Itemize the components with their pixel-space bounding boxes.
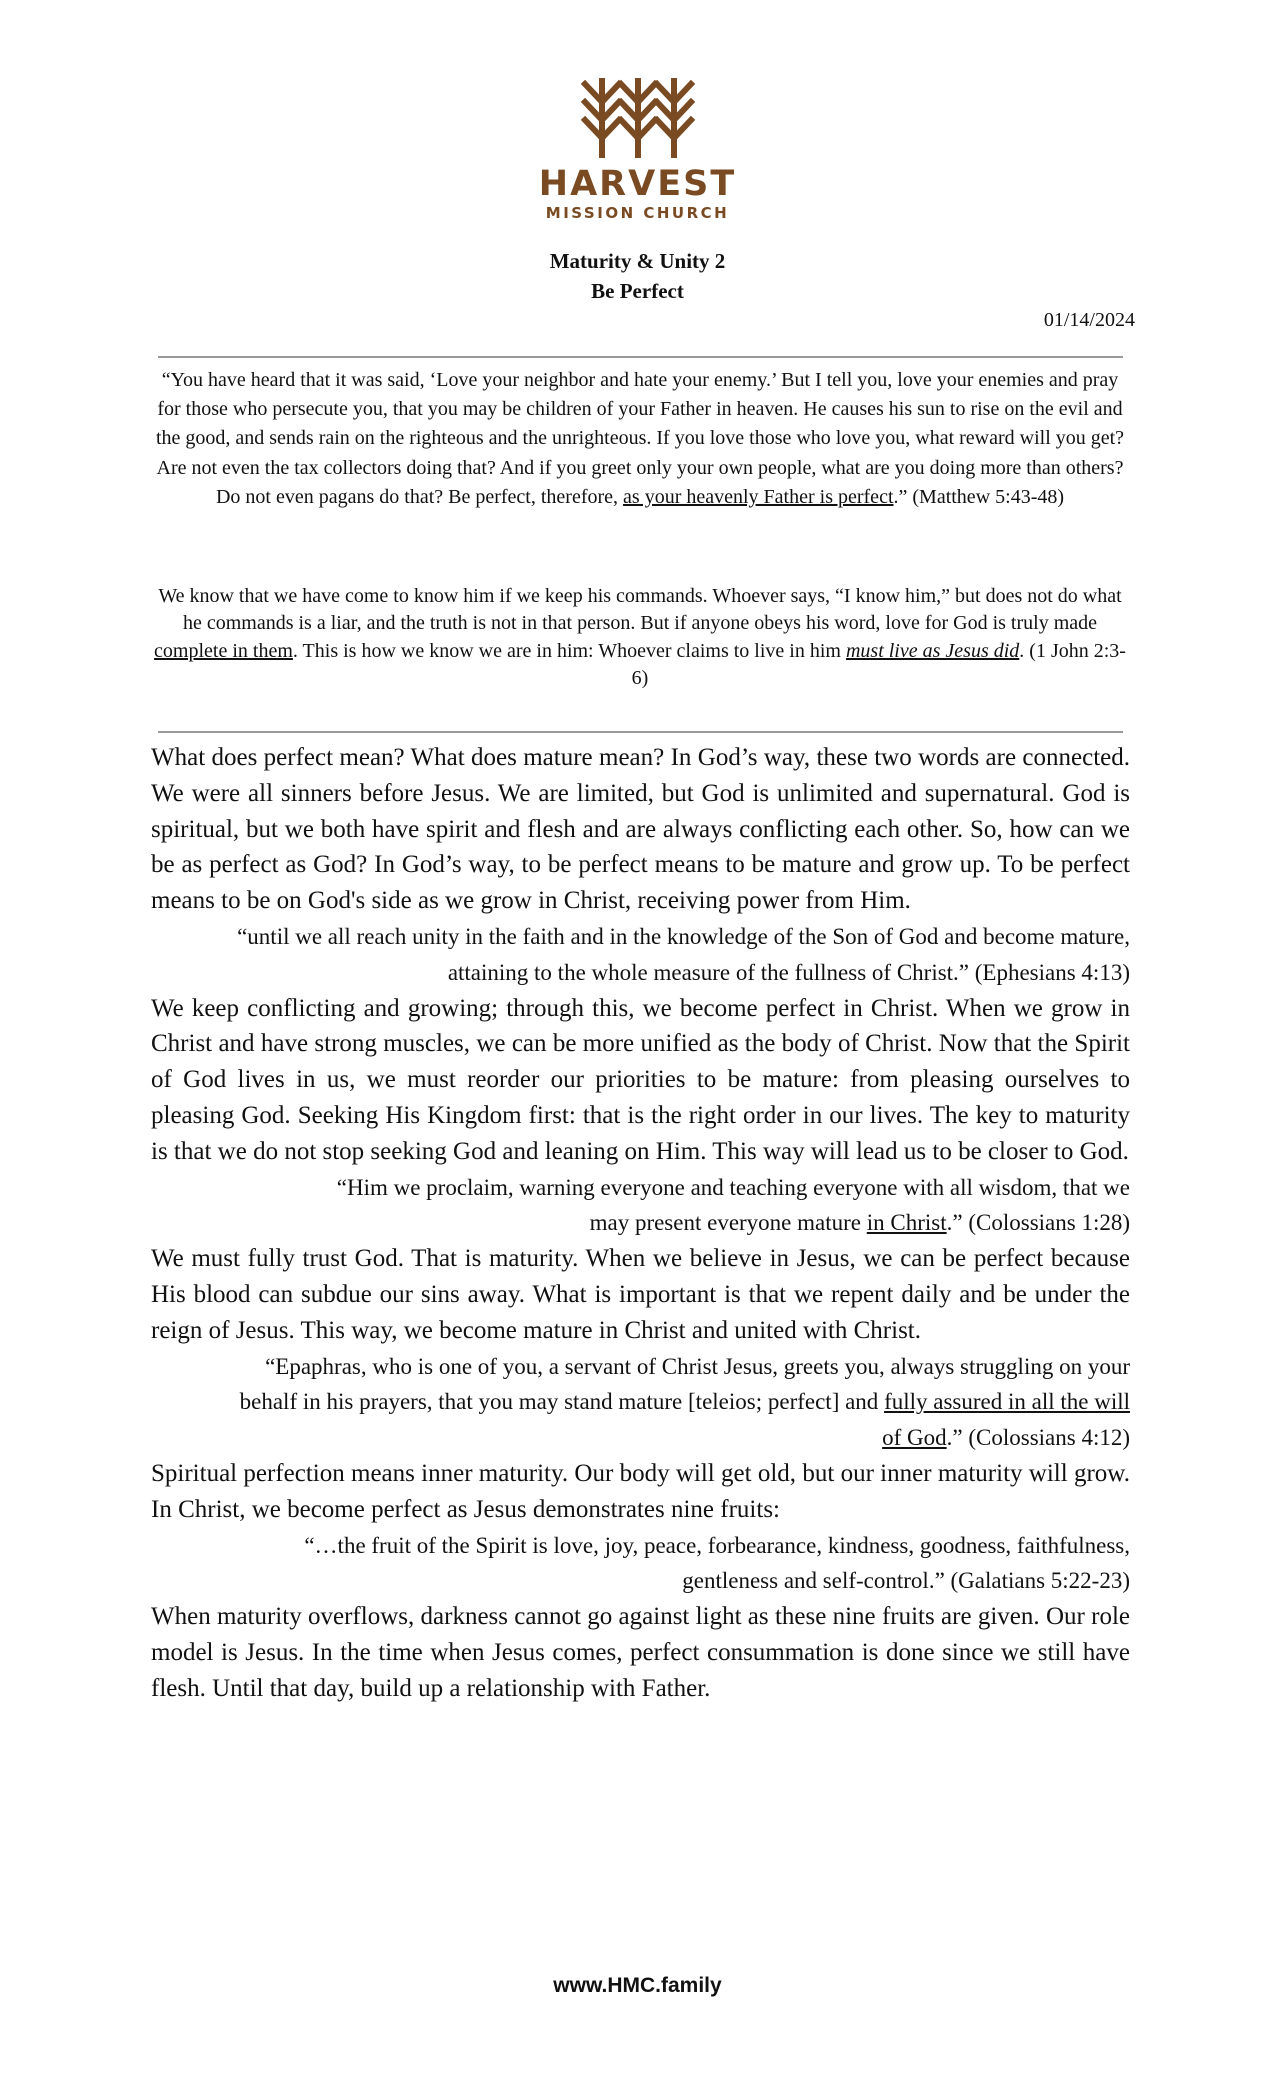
top-divider <box>158 356 1123 358</box>
body-paragraph: We must fully trust God. That is maturity. When we believe in Jesus, we can be perfect because His blood can subdue our sins away. What is important is that we repent daily and be under the reign of Jesus. This way, we become mature in Christ and united with Christ. <box>151 1245 1130 1344</box>
verse-galatians <box>151 1528 1130 1600</box>
sermon-date: 01/14/2024 <box>1043 309 1135 331</box>
body-paragraph: We keep conflicting and growing; through this, we become perfect in Christ. When we grow in Christ and have strong muscles, we can be more unified as the body of Christ. Now that the Spirit of God lives in us, we must reorder our priorities to be mature: from pleasing ourselves to pleasing God. Seeking His Kingdom first: that is the right order in our lives. The key to maturity is that we do not stop seeking God and leaning on Him. This way will lead us to be closer to God. <box>151 994 1130 1165</box>
body-paragraph: Spiritual perfection means inner maturity. Our body will get old, but our inner maturity will grow. In Christ, we become perfect as Jesus demonstrates nine fruits: <box>151 1459 1130 1523</box>
wheat-icon <box>579 78 697 158</box>
verse-line: “Him we proclaim, warning everyone and teaching everyone with all wisdom, that we <box>336 1174 1130 1200</box>
verse-underline: fully assured in all the will <box>884 1389 1130 1415</box>
scripture-underline: complete in them <box>154 639 293 662</box>
verse-line <box>151 1420 1130 1456</box>
verse-line: attaining to the whole measure of the fullness of Christ.” (Ephesians 4:13) <box>447 959 1130 985</box>
brand-name: HARVEST <box>538 164 737 204</box>
scripture-text: “You have heard that it was said, ‘Love your neighbor and hate your enemy.’ But I tell you, love your enemies and pray for those who persecute you, that you may be children of your Father in heaven. He causes his sun to rise on the evil and the good, and sends rain on the righteous and the unrighteous. If you love those who love you, what reward will you get? Are not even the tax collectors doing that? And if you greet only your own people, what are you doing more than others? Do not even pagans do that? Be perfect, therefore, <box>155 369 1125 508</box>
body-paragraph: When maturity overflows, darkness cannot go against light as these nine fruits are given. Our role model is Jesus. In the time when Jesus comes, perfect consummation is done since we still have flesh. Until that day, build up a relationship with Father. <box>151 1603 1130 1702</box>
verse-underline: of God <box>882 1425 947 1451</box>
verse-reference: .” (Colossians 4:12) <box>946 1425 1130 1451</box>
verse-text: behalf in his prayers, that you may stand mature [teleios; perfect] and <box>239 1389 885 1415</box>
verse-line: “until we all reach unity in the faith and in the knowledge of the Son of God and become mature, <box>237 923 1130 949</box>
scripture-reference: . (1 John 2:3-6) <box>631 639 1126 690</box>
verse-line: “Epaphras, who is one of you, a servant of Christ Jesus, greets you, always struggling on your <box>265 1353 1130 1379</box>
scripture-text: . This is how we know we are in him: Whoever claims to live in him <box>292 639 846 662</box>
verse-line: gentleness and self-control.” (Galatians 5:22-23) <box>682 1568 1130 1594</box>
verse-colossians-1 <box>151 1170 1130 1242</box>
scripture-underline-italic: must live as Jesus did <box>845 639 1020 662</box>
scripture-reference: .” (Matthew 5:43-48) <box>893 485 1065 508</box>
verse-ephesians <box>151 919 1130 991</box>
scripture-text: We know that we have come to know him if we keep his commands. Whoever says, “I know him,” but does not do what he commands is a liar, and the truth is not in that person. But if anyone obeys his word, love for God is truly made <box>158 585 1122 635</box>
sermon-title: Be Perfect <box>591 279 684 303</box>
verse-reference: .” (Colossians 1:28) <box>946 1210 1130 1236</box>
verse-text: may present everyone mature <box>589 1210 867 1236</box>
verse-line: “…the fruit of the Spirit is love, joy, peace, forbearance, kindness, goodness, faithfulness, <box>304 1532 1130 1558</box>
verse-underline: in Christ <box>866 1210 947 1236</box>
series-title: Maturity & Unity 2 <box>549 249 726 273</box>
scripture-1john <box>150 583 1130 693</box>
website-link[interactable]: www.HMC.family <box>553 1974 722 1997</box>
verse-line <box>151 1384 1130 1420</box>
brand-subtitle: MISSION CHURCH <box>545 204 730 222</box>
verse-line <box>151 1205 1130 1241</box>
church-logo <box>0 78 1275 222</box>
body-paragraph: What does perfect mean? What does mature mean? In God’s way, these two words are connected. We were all sinners before Jesus. We are limited, but God is unlimited and supernatural. God is spiritual, but we both have spirit and flesh and are always conflicting each other. So, how can we be as perfect as God? In God’s way, to be perfect means to be mature and grow up. To be perfect means to be on God's side as we grow in Christ, receiving power from Him. <box>151 744 1130 915</box>
verse-colossians-4 <box>151 1349 1130 1456</box>
scripture-matthew <box>150 366 1130 512</box>
sermon-body <box>151 740 1130 1707</box>
scripture-underline: as your heavenly Father is perfect <box>623 485 894 508</box>
bottom-divider <box>158 731 1123 733</box>
